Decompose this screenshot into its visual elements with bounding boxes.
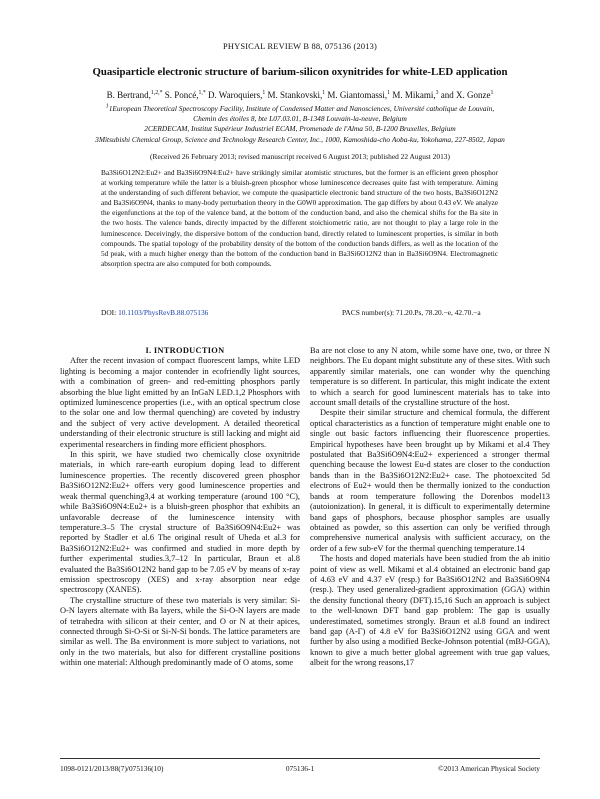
copyright: ©2013 American Physical Society (438, 764, 540, 773)
doi-line (101, 308, 208, 317)
doi-label: DOI: (101, 308, 117, 317)
pacs-numbers: PACS number(s): 71.20.Ps, 78.20.−e, 42.70.−a (342, 308, 481, 317)
affiliation-2-text: 2CERDECAM, Institut Supérieur Industriel ECAM, Promenade de l'Alma 50, B-1200 Bruxelles, Belgium (144, 124, 456, 133)
paragraph: The crystalline structure of these two materials is very similar: Si-O-N layers alternate with Ba layers, while the Si-O-N layers are made of tetrahedra with silicon at their center, and O or N at their apices, connected through Si-O-Si or Si-N-Si bonds. The lattice parameters are similar as well. The Ba environment is more subject to variations, not only in the two materials, but also for different crystalline positions within one material: Although predominantly made of O atoms, some (60, 595, 300, 668)
affiliation-3 (40, 135, 560, 145)
paragraph: Despite their similar structure and chemical formula, the different optical characteristics as a function of temperature might enable one to single out basic factors influencing their fluorescence properties. Empirical hypotheses have been brought up by Mikami et al.4 They postulated that Ba3Si6O9N4:Eu2+ experienced a stronger thermal quenching because the lowest Eu-d states are closer to the conduction bands than in the Ba3Si6O12N2:Eu2+ case. The photoexcited 5d electrons of Eu2+ would then be thermally ionized to the conduction bands at room temperature following the Dorenbos model13 (autoionization). In general, it is difficult to experimentally determine band gaps of phosphors, because phosphor samples are usually obtained as powder, so this assertion can only be verified through comprehensive numerical analysis with sufficient accuracy, on the order of a few sub-eV for the thermal quenching temperature.14 (310, 408, 550, 553)
paragraph: The hosts and doped materials have been studied from the ab initio point of view as well. Mikami et al.4 obtained an electronic band gap of 4.63 eV and 4.37 eV (resp.) for Ba3Si6O12N2 and Ba3Si6O9N4 (resp.). They used generalized-gradient approximation (GGA) within the density functional theory (DFT).15,16 Such an approach is subject to the well-known DFT band gap problem: The gap is usually underestimated, sometimes strongly. Braun et al.8 found an indirect band gap (A-Γ) of 4.8 eV for Ba3Si6O12N2 using GGA and went further by also using a modified Becke-Johnson potential (mBJ-GGA), known to give a much better global agreement with true gap values, albeit for the wrong reasons,17 (310, 554, 550, 668)
author-list: B. Bertrand,$^{1,2,*}$ S. Poncé,$^{1,*}$ D. Waroquiers,$^1$ M. Stankovski,$^1$ M. Giantomassi,$^1$ M. Mikami,$^3$ and X. Gonze$^1$ (106, 90, 494, 100)
footer-code: 1098-0121/2013/88(7)/075136(10) (60, 764, 164, 773)
page-number: 075136-1 (285, 764, 315, 773)
paragraph: Ba are not close to any N atom, while some have one, two, or three N neighbors. The Eu dopant might substitute any of these sites. With such apparently similar materials, one can wonder why the quenching temperature is so different. In particular, this might indicate the extent to which a search for good luminescent materials has to take into account small details of the crystalline structure of the host. (310, 346, 550, 408)
affiliation-1a-text: 1European Theoretical Spectroscopy Facility, Institute of Condensed Matter and Nanosciences, Université catholique de Louvain, (108, 104, 495, 113)
affiliation-2 (40, 124, 560, 134)
received-dates: (Received 26 February 2013; revised manuscript received 6 August 2013; published 22 August 2013) (150, 152, 450, 161)
affiliation-3-text: 3Mitsubishi Chemical Group, Science and Technology Research Center, Inc., 1000, Kamoshida-cho Aoba-ku, Yokohama, 227-8502, Japan (95, 135, 505, 144)
affiliation-1a: $^1$1European Theoretical Spectroscopy Facility, Institute of Condensed Matter and Nanosciences, Université catholique de Louvain, (105, 103, 495, 113)
paragraph: After the recent invasion of compact fluorescent lamps, white LED lighting is becoming a major contender in ecofriendly light sources, with a combination of green- and red-emitting phosphors partly absorbing the blue light emitted by an InGaN LED.1,2 Phosphors with optimized luminescence properties (i.e., with an optical spectrum close to the solar one and low thermal quenching) are coveted by industry and the subject of very active development. A detailed theoretical understanding of their electronic structure is still lacking and might aid experimental researchers in finding more efficient phosphors. (60, 356, 300, 449)
abstract: Ba3Si6O12N2:Eu2+ and Ba3Si6O9N4:Eu2+ have strikingly similar atomistic structures, but the former is an efficient green phosphor at working temperature while the latter is a bluish-green phosphor whose luminescence decreases quite fast with temperature. Aiming at the understanding of such different behavior, we compute the quasiparticle electronic band structure of the two hosts, Ba3Si6O12N2 and Ba3Si6O9N4, thanks to many-body perturbation theory in the G0W0 approximation. The gap differs by about 0.43 eV. We analyze the eigenfunctions at the top of the valence band, at the bottom of the conduction band, and also the chemical shifts for the Ba site in the two hosts. The valence bands, directly impacted by the different stoichiometric ratio, are not thought to play a large role in the luminescence. Deceivingly, the dispersive bottom of the conduction band, directly related to luminescent properties, is similar in both compounds. The spatial topology of the probability density of the bottom of the conduction bands differs, as well as the location of the 5d peak, with a much higher energy than the bottom of the conduction band in Ba3Si6O12N2 than in Ba3Si6O9N4. Electromagnetic absorption spectra are also computed for both compounds. (101, 168, 498, 268)
section-title: I. INTRODUCTION (145, 346, 225, 355)
affiliation-1b: Chemin des étoiles 8, bte L07.03.01, B-1348 Louvain-la-neuve, Belgium (193, 114, 407, 123)
doi-link[interactable]: 10.1103/PhysRevB.88.075136 (118, 308, 209, 317)
right-column (310, 346, 550, 669)
paper-title: Quasiparticle electronic structure of barium-silicon oxynitrides for white-LED application (92, 66, 508, 78)
left-column (60, 346, 300, 669)
running-head: PHYSICAL REVIEW B 88, 075136 (2013) (222, 42, 378, 51)
paragraph: In this spirit, we have studied two chemically close oxynitride materials, in which rare-earth europium doping lead to different luminescence properties. The recently discovered green phosphor Ba3Si6O12N2:Eu2+ offers very good luminescence properties and weak thermal quenching3,4 at working temperature (around 100 °C), while Ba3Si6O9N4:Eu2+ is a bluish-green phosphor that exhibits an unfavorable decrease of the luminescence intensity with temperature.3–5 The crystal structure of Ba3Si6O9N4:Eu2+ was reported by Stadler et al.6 The original result of Uheda et al.3 for Ba3Si6O12N2:Eu2+ was confirmed and studied in more depth by further experimental studies.3,7–12 In particular, Braun et al.8 evaluated the Ba3Si6O12N2 band gap to be 7.05 eV by means of x-ray emission spectroscopy (XES) and x-ray absorption near edge spectroscopy (XANES). (60, 450, 300, 595)
footer-rule (60, 758, 540, 759)
